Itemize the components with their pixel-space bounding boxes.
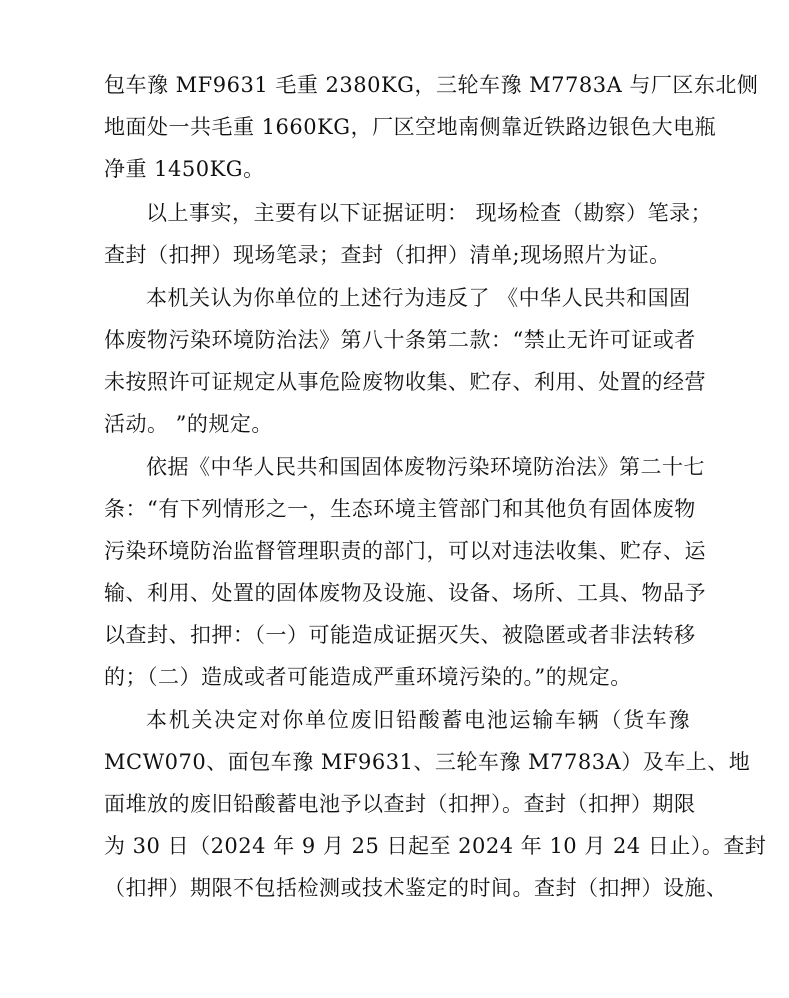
text-line: 本机关决定对你单位废旧铅酸蓄电池运输车辆（货车豫: [146, 708, 690, 732]
text-line: 净重 1450KG。: [104, 157, 265, 181]
text-line: 以上事实，主要有以下证据证明： 现场检查（勘察）笔录；: [146, 201, 713, 225]
text-line: 本机关认为你单位的上述行为违反了 《中华人民共和国固: [146, 286, 691, 310]
text-line: 活动。 ”的规定。: [104, 412, 273, 436]
text-line: 查封（扣押）现场笔录；查封（扣押）清单;现场照片为证。: [104, 243, 671, 267]
text-line: 包车豫 MF9631 毛重 2380KG，三轮车豫 M7783A 与厂区东北侧: [104, 73, 759, 97]
text-line: 依据《中华人民共和国固体废物污染环境防治法》第二十七: [146, 455, 705, 479]
text-line: MCW070、面包车豫 MF9631、三轮车豫 M7783A）及车上、地: [104, 750, 751, 774]
text-line: 条：“有下列情形之一，生态环境主管部门和其他负有固体废物: [104, 497, 696, 521]
text-line: 输、利用、处置的固体废物及设施、设备、场所、工具、物品予: [104, 581, 706, 605]
text-line: 污染环境防治监督管理职责的部门，可以对违法收集、贮存、运: [104, 539, 706, 563]
text-line: 以查封、扣押：（一）可能造成证据灭失、被隐匿或者非法转移: [104, 623, 696, 647]
text-line: （扣押）期限不包括检测或技术鉴定的时间。查封（扣押）设施、: [104, 876, 728, 900]
text-line: 的；（二）造成或者可能造成严重环境污染的。”的规定。: [104, 665, 632, 689]
text-line: 为 30 日（2024 年 9 月 25 日起至 2024 年 10 月 24 日止）。查封: [104, 834, 767, 858]
text-line: 未按照许可证规定从事危险废物收集、贮存、利用、处置的经营: [104, 370, 706, 394]
text-line: 地面处一共毛重 1660KG，厂区空地南侧靠近铁路边银色大电瓶: [104, 115, 717, 139]
text-line: 体废物污染环境防治法》第八十条第二款：“禁止无许可证或者: [104, 328, 696, 352]
text-line: 面堆放的废旧铅酸蓄电池予以查封（扣押）。查封（扣押）期限: [104, 792, 696, 816]
